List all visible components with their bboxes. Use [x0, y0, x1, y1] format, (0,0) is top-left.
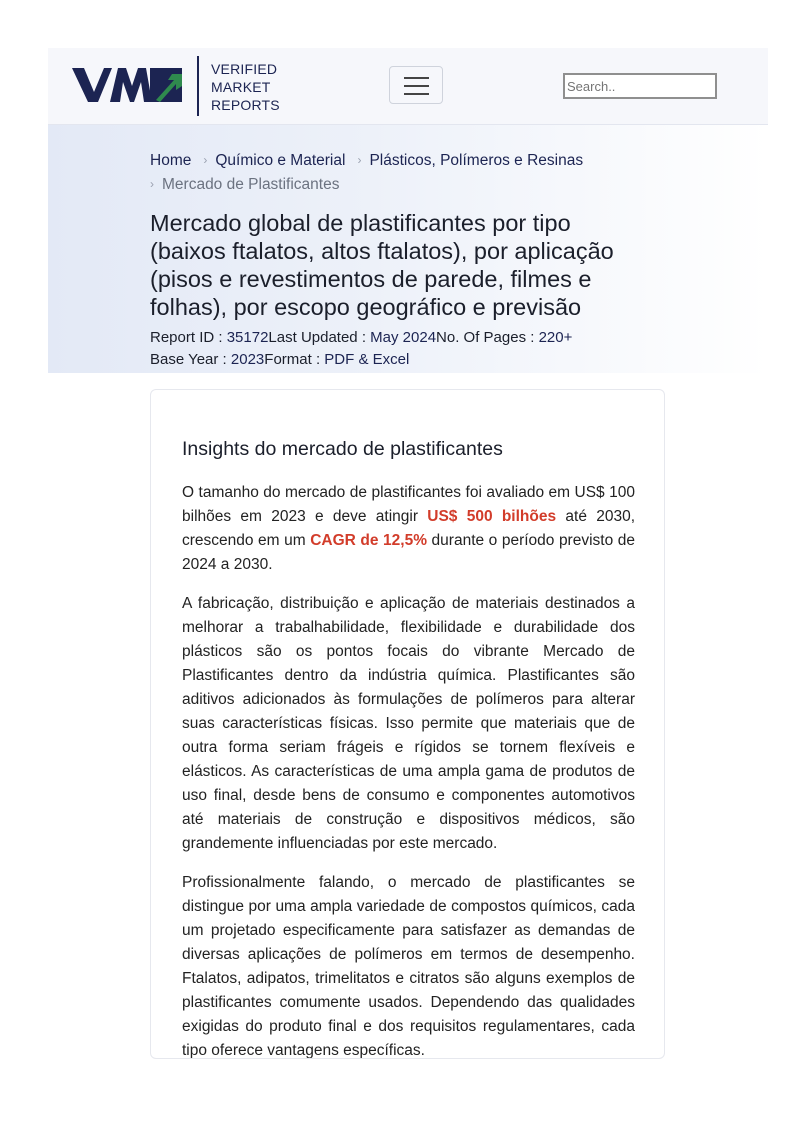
site-container [48, 48, 768, 373]
breadcrumb-plastics-polymers-resins[interactable]: Plásticos, Polímeros e Resinas [369, 152, 584, 169]
hamburger-icon [404, 93, 429, 95]
insights-content [182, 436, 635, 1059]
chevron-right-icon: › [150, 177, 154, 191]
breadcrumb [150, 149, 630, 197]
vmr-logo-icon [72, 66, 184, 104]
breadcrumb-chemical-material[interactable]: Químico e Material [215, 152, 346, 169]
p1-text-c: durante o período previsto de 2024 a 2030. [182, 532, 636, 573]
base-year-label: Base Year : [150, 351, 231, 368]
base-year-value: 2023 [230, 351, 265, 368]
report-meta [150, 327, 670, 371]
report-id-value: 35172 [226, 329, 269, 346]
insights-card [150, 389, 665, 1059]
p1-text-b: até 2030, crescendo em um [182, 508, 636, 549]
last-updated-label: Last Updated : [268, 329, 371, 346]
format-value: PDF & Excel [324, 351, 410, 368]
hamburger-icon [404, 77, 429, 79]
breadcrumb-home[interactable]: Home [150, 152, 192, 169]
pages-label: No. Of Pages : [436, 329, 539, 346]
brand-wordmark [211, 60, 280, 114]
brand-logo[interactable] [72, 56, 282, 116]
cagr-value: CAGR de 12,5% [310, 532, 427, 549]
chevron-right-icon: › [357, 153, 362, 167]
format-label: Format : [264, 351, 325, 368]
chevron-right-icon: › [203, 153, 208, 167]
breadcrumb-current: Mercado de Plastificantes [162, 176, 340, 193]
search-input[interactable] [563, 73, 717, 99]
p1-text-a: O tamanho do mercado de plastificantes foi avaliado em US$ 100 bilhões em 2023 e deve atingir [182, 484, 635, 525]
report-id-label: Report ID : [150, 329, 227, 346]
insights-paragraph-2: A fabricação, distribuição e aplicação de materiais destinados a melhorar a trabalhabilidade, flexibilidade e durabilidade dos plásticos são os pontos focais do vibrante Mercado de Plastificantes dentro da indústria química. Plastificantes são aditivos adicionados às formulações de polímeros para alterar suas características físicas. Isso permite que materiais que de outra forma seriam frágeis e rígidos se tornem flexíveis e elásticos. As características de uma ampla gama de produtos de uso final, desde bens de consumo e componentes automotivos até materiais de construção e dispositivos médicos, são grandemente influenciadas por este mercado. [182, 595, 635, 852]
logo-divider [197, 56, 199, 116]
report-hero [48, 125, 768, 373]
insights-heading: Insights do mercado de plastificantes [182, 438, 503, 460]
pages-value: 220+ [538, 329, 573, 346]
insights-paragraph-3: Profissionalmente falando, o mercado de plastificantes se distingue por uma ampla variedade de compostos químicos, cada um projetado especificamente para satisfazer as demandas de diversas aplicações de polímeros em termos de desempenho. Ftalatos, adipatos, trimelitatos e citratos são alguns exemplos de plastificantes comumente usados. Dependendo das qualidades exigidas do produto final e dos requisitos regulamentares, cada tipo oferece vantagens específicas. [182, 874, 635, 1059]
report-title: Mercado global de plastificantes por tipo (baixos ftalatos, altos ftalatos), por aplicação (pisos e revestimentos de parede, filmes e folhas), por escopo geográfico e previsão [150, 210, 614, 320]
top-navbar [48, 48, 768, 125]
brand-line-1: VERIFIED [211, 61, 278, 77]
insights-paragraph-1 [182, 481, 635, 577]
hamburger-icon [404, 85, 429, 87]
brand-line-3: REPORTS [211, 97, 280, 113]
brand-line-2: MARKET [211, 79, 271, 95]
hamburger-menu-button[interactable] [389, 66, 443, 104]
last-updated-value: May 2024 [370, 329, 437, 346]
market-forecast-value: US$ 500 bilhões [427, 508, 557, 525]
